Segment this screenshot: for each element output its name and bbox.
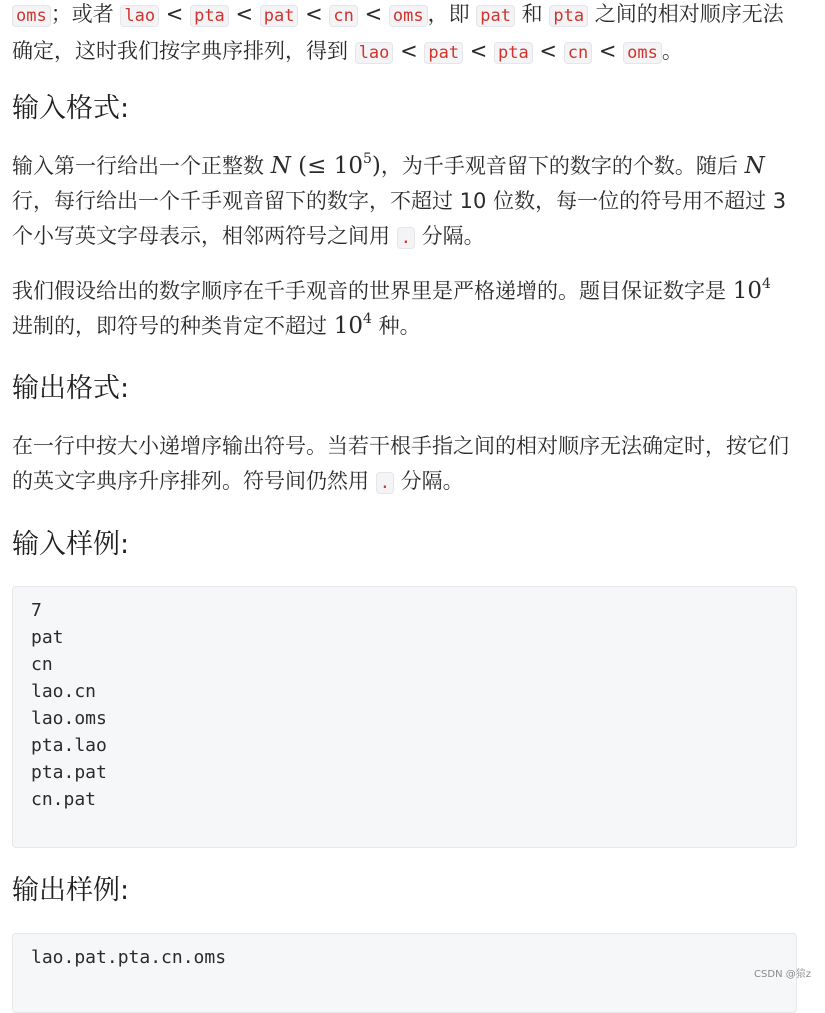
input-format-paragraph-1 <box>12 149 797 256</box>
text: 输入第一行给出一个正整数 <box>12 154 271 178</box>
inline-code: oms <box>12 5 51 27</box>
inline-code: pta <box>494 42 533 64</box>
sample-output-code-block[interactable]: lao.pat.pta.cn.oms <box>12 933 797 1013</box>
inline-code: lao <box>355 42 394 64</box>
math-expression <box>733 278 771 304</box>
math-base: 10 <box>732 278 762 304</box>
sample-input-code-block[interactable]: 7 pat cn lao.cn lao.oms pta.lao pta.pat cn.pat <box>12 586 797 848</box>
math-base: 10 <box>333 313 363 339</box>
text: ；或者 <box>50 2 121 26</box>
intro-paragraph <box>12 0 797 71</box>
inline-code: oms <box>389 5 428 27</box>
text: 分隔。 <box>393 469 464 493</box>
inline-code: . <box>376 472 394 494</box>
text: 和 <box>514 2 550 26</box>
math-text: (≤ <box>290 153 334 179</box>
math-exponent: 4 <box>761 276 771 292</box>
input-format-paragraph-2 <box>12 274 797 344</box>
math-exponent: 4 <box>362 311 372 327</box>
less-than: < <box>298 2 330 26</box>
inline-code: lao <box>120 5 159 27</box>
csdn-watermark: CSDN @猿z <box>754 969 811 980</box>
inline-code: pat <box>260 5 299 27</box>
math-expression <box>271 153 381 179</box>
less-than: < <box>532 39 564 63</box>
output-format-paragraph <box>12 429 797 501</box>
input-format-heading: 输入格式: <box>12 93 130 124</box>
text: 之间的相对顺序无法确定，这时我们按字典序排列，得到 <box>12 2 784 63</box>
output-format-heading: 输出格式: <box>12 373 130 404</box>
math-base: 10 <box>333 153 363 179</box>
inline-code: cn <box>329 5 357 27</box>
less-than: < <box>592 39 624 63</box>
text: 在一行中按大小递增序输出符号。当若干根手指之间的相对顺序无法确定时，按它们的英文字典序升序排列。符号间仍然用 <box>12 434 789 493</box>
inline-code: oms <box>623 42 662 64</box>
text: 种。 <box>371 314 421 338</box>
inline-code: pta <box>190 5 229 27</box>
math-variable: N <box>270 153 291 179</box>
inline-code: pta <box>549 5 588 27</box>
math-expression <box>334 313 372 339</box>
inline-code: pat <box>424 42 463 64</box>
math-variable: N <box>744 153 765 179</box>
inline-code: pat <box>476 5 515 27</box>
less-than: < <box>463 39 495 63</box>
text: 。 <box>661 39 683 63</box>
sample-output-heading: 输出样例: <box>12 875 130 906</box>
text: ，为千手观音留下的数字的个数。随后 <box>380 154 745 178</box>
inline-code: . <box>397 227 415 249</box>
text: 行，每行给出一个千手观音留下的数字，不超过 10 位数，每一位的符号用不超过 3 个小写英文字母表示，相邻两符号之间用 <box>12 189 787 248</box>
math-exponent: 5 <box>362 151 372 167</box>
math-text: ) <box>371 153 381 179</box>
inline-code: cn <box>564 42 592 64</box>
less-than: < <box>393 39 425 63</box>
math-expression <box>745 153 765 179</box>
text: 进制的，即符号的种类肯定不超过 <box>12 314 334 338</box>
less-than: < <box>357 2 389 26</box>
less-than: < <box>228 2 260 26</box>
less-than: < <box>159 2 191 26</box>
text: 我们假设给出的数字顺序在千手观音的世界里是严格递增的。题目保证数字是 <box>12 279 733 303</box>
sample-input-heading: 输入样例: <box>12 529 130 560</box>
text: 分隔。 <box>414 224 485 248</box>
text: ，即 <box>427 2 477 26</box>
